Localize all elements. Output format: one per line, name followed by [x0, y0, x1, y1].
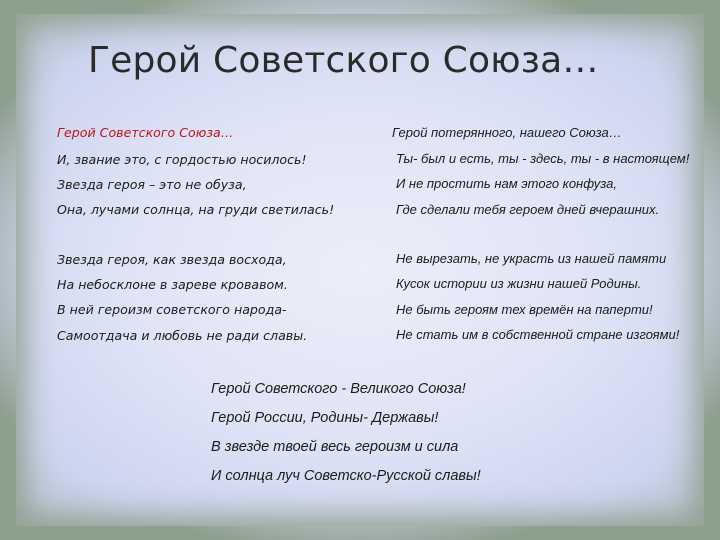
poem-line: Не стать им в собственной стране изгоями! [396, 327, 680, 342]
poem-line: Кусок истории из жизни нашей Родины. [396, 276, 642, 291]
poem-line: Не вырезать, не украсть из нашей памяти [396, 251, 667, 266]
poem-line: Звезда героя, как звезда восхода, [57, 252, 287, 267]
poem-line: Звезда героя – это не обуза, [57, 177, 247, 192]
poem-line: И не простить нам этого конфуза, [396, 176, 618, 191]
poem-line: Герой Советского Союза… [57, 125, 234, 140]
poem-line: На небосклоне в зареве кровавом. [57, 277, 288, 292]
poem-line: И, звание это, с гордостью носилось! [57, 152, 307, 167]
poem-line: Герой потерянного, нашего Союза… [392, 125, 622, 140]
poem-line: Она, лучами солнца, на груди светилась! [57, 202, 335, 217]
poem-line: Не быть героям тех времён на паперти! [396, 302, 653, 317]
poem-line: И солнца луч Советско-Русской славы! [211, 468, 481, 484]
poem-line: В ней героизм советского народа- [57, 302, 287, 317]
poem-line: Герой Советского - Великого Союза! [211, 381, 466, 397]
poem-line: Герой России, Родины- Державы! [211, 410, 439, 426]
slide-title: Герой Советского Союза… [88, 40, 599, 81]
poem-line: В звезде твоей весь героизм и сила [211, 439, 459, 455]
poem-line: Где сделали тебя героем дней вчерашних. [396, 202, 660, 217]
poem-line: Самоотдача и любовь не ради славы. [57, 328, 308, 343]
poem-line: Ты- был и есть, ты - здесь, ты - в настоящем! [396, 151, 690, 166]
